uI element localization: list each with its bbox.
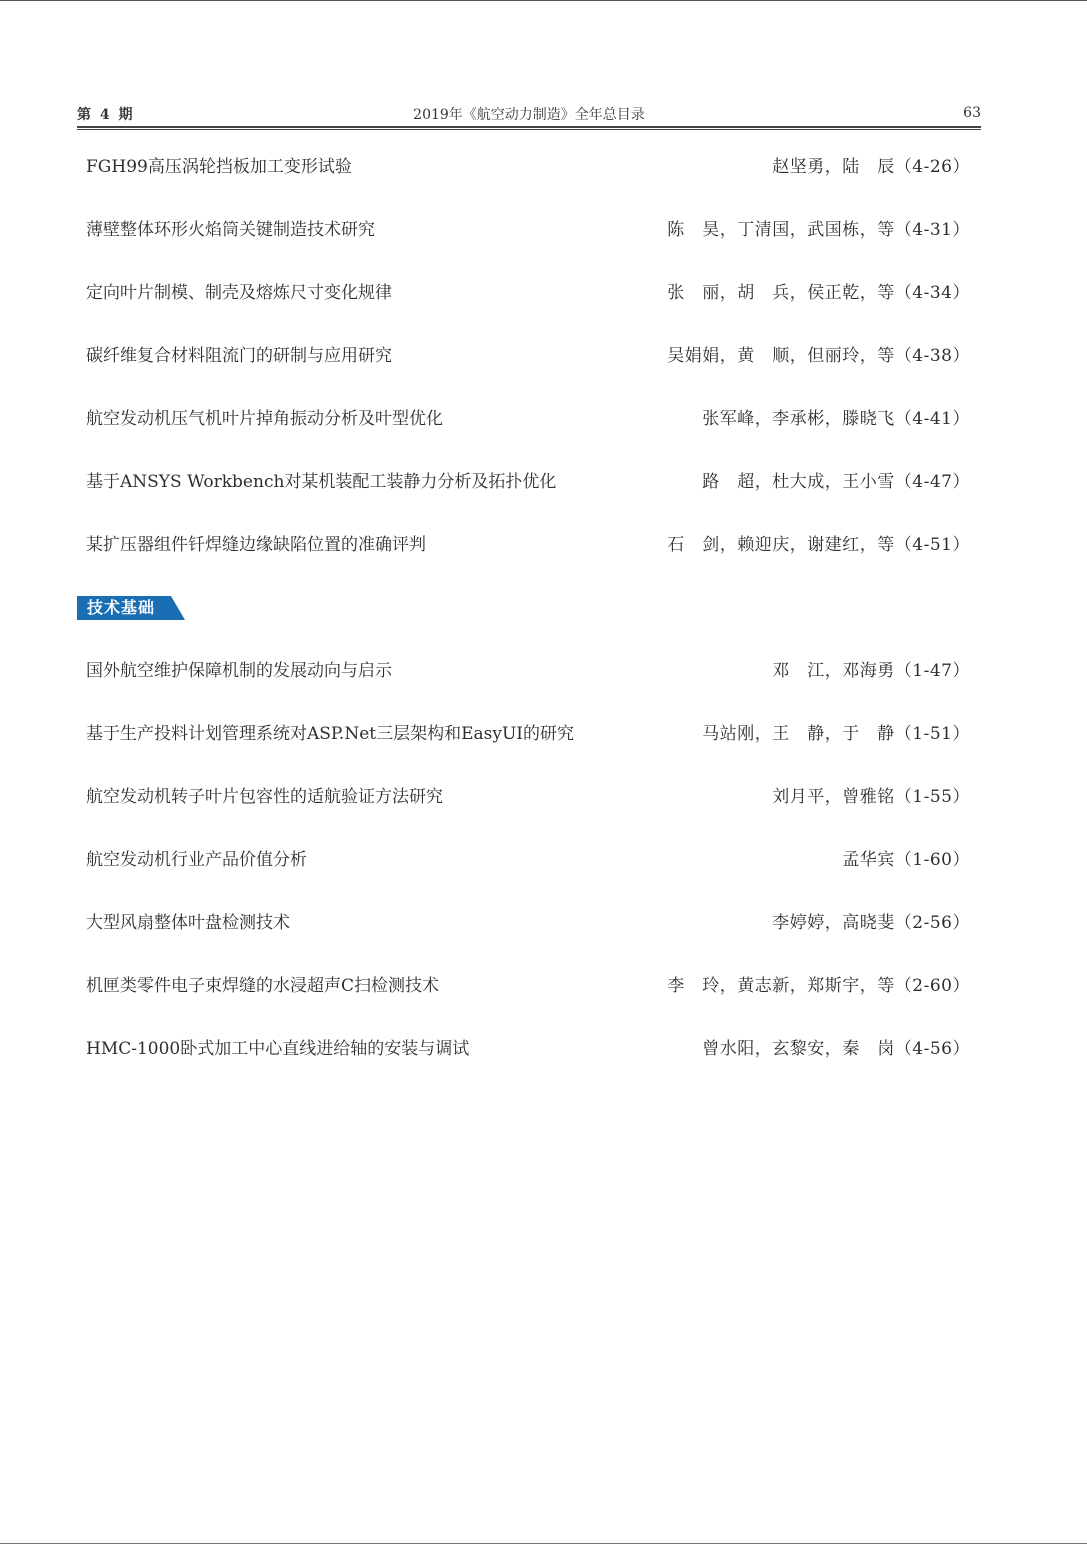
- toc-entry: [86, 280, 970, 306]
- article-authors: 吴娟娟，黄 顺，但丽玲，等（4-38）: [667, 346, 970, 366]
- bottom-border: [0, 1543, 1087, 1544]
- header-divider: [77, 126, 981, 130]
- article-authors: 刘月平，曾雅铭（1-55）: [772, 787, 970, 807]
- section-heading: [77, 596, 187, 620]
- article-title: 航空发动机行业产品价值分析: [86, 850, 307, 870]
- toc-entry: [86, 910, 970, 936]
- article-authors: 张 丽，胡 兵，侯正乾，等（4-34）: [667, 283, 970, 303]
- section-label: 技术基础: [87, 598, 156, 617]
- toc-entry: [86, 784, 970, 810]
- toc-entry: [86, 406, 970, 432]
- article-title: 基于ANSYS Workbench对某机装配工装静力分析及拓扑优化: [86, 472, 557, 492]
- issue-number: 第 4 期: [77, 107, 135, 123]
- article-authors: 邓 江，邓海勇（1-47）: [772, 661, 970, 681]
- article-authors: 李 玲，黄志新，郑斯宇，等（2-60）: [667, 976, 970, 996]
- article-authors: 石 剑，赖迎庆，谢建红，等（4-51）: [667, 535, 970, 555]
- article-title: 机匣类零件电子束焊缝的水浸超声C扫检测技术: [86, 976, 440, 996]
- article-authors: 陈 昊，丁清国，武国栋，等（4-31）: [667, 220, 970, 240]
- page-number: 63: [963, 105, 981, 121]
- journal-index-title: 2019年《航空动力制造》全年总目录: [413, 107, 645, 123]
- article-authors: 李婷婷，高晓斐（2-56）: [772, 913, 970, 933]
- article-authors: 张军峰，李承彬，滕晓飞（4-41）: [702, 409, 970, 429]
- article-authors: 赵坚勇，陆 辰（4-26）: [772, 157, 970, 177]
- article-authors: 马站刚，王 静，于 静（1-51）: [702, 724, 970, 744]
- article-authors: 孟华宾（1-60）: [842, 850, 970, 870]
- toc-entry: [86, 1036, 970, 1062]
- article-title: HMC-1000卧式加工中心直线进给轴的安装与调试: [86, 1039, 470, 1059]
- toc-entry: [86, 469, 970, 495]
- toc-entry: [86, 847, 970, 873]
- article-title: 定向叶片制模、制壳及熔炼尺寸变化规律: [86, 283, 392, 303]
- article-title: 薄壁整体环形火焰筒关键制造技术研究: [86, 220, 375, 240]
- toc-entry: [86, 658, 970, 684]
- article-title: 国外航空维护保障机制的发展动向与启示: [86, 661, 392, 681]
- article-authors: 路 超，杜大成，王小雪（4-47）: [702, 472, 970, 492]
- toc-entry: [86, 343, 970, 369]
- article-title: FGH99高压涡轮挡板加工变形试验: [86, 157, 352, 177]
- article-title: 航空发动机转子叶片包容性的适航验证方法研究: [86, 787, 443, 807]
- article-title: 航空发动机压气机叶片掉角振动分析及叶型优化: [86, 409, 443, 429]
- toc-entry: [86, 154, 970, 180]
- article-title: 某扩压器组件钎焊缝边缘缺陷位置的准确评判: [86, 535, 426, 555]
- article-title: 基于生产投料计划管理系统对ASP.Net三层架构和EasyUI的研究: [86, 724, 575, 744]
- running-header: [77, 104, 981, 128]
- toc-entry: [86, 973, 970, 999]
- top-border: [0, 0, 1087, 1]
- article-title: 大型风扇整体叶盘检测技术: [86, 913, 290, 933]
- article-authors: 曾水阳，玄黎安，秦 岗（4-56）: [702, 1039, 970, 1059]
- toc-entry: [86, 721, 970, 747]
- article-title: 碳纤维复合材料阻流门的研制与应用研究: [86, 346, 392, 366]
- toc-entry: [86, 532, 970, 558]
- toc-entry: [86, 217, 970, 243]
